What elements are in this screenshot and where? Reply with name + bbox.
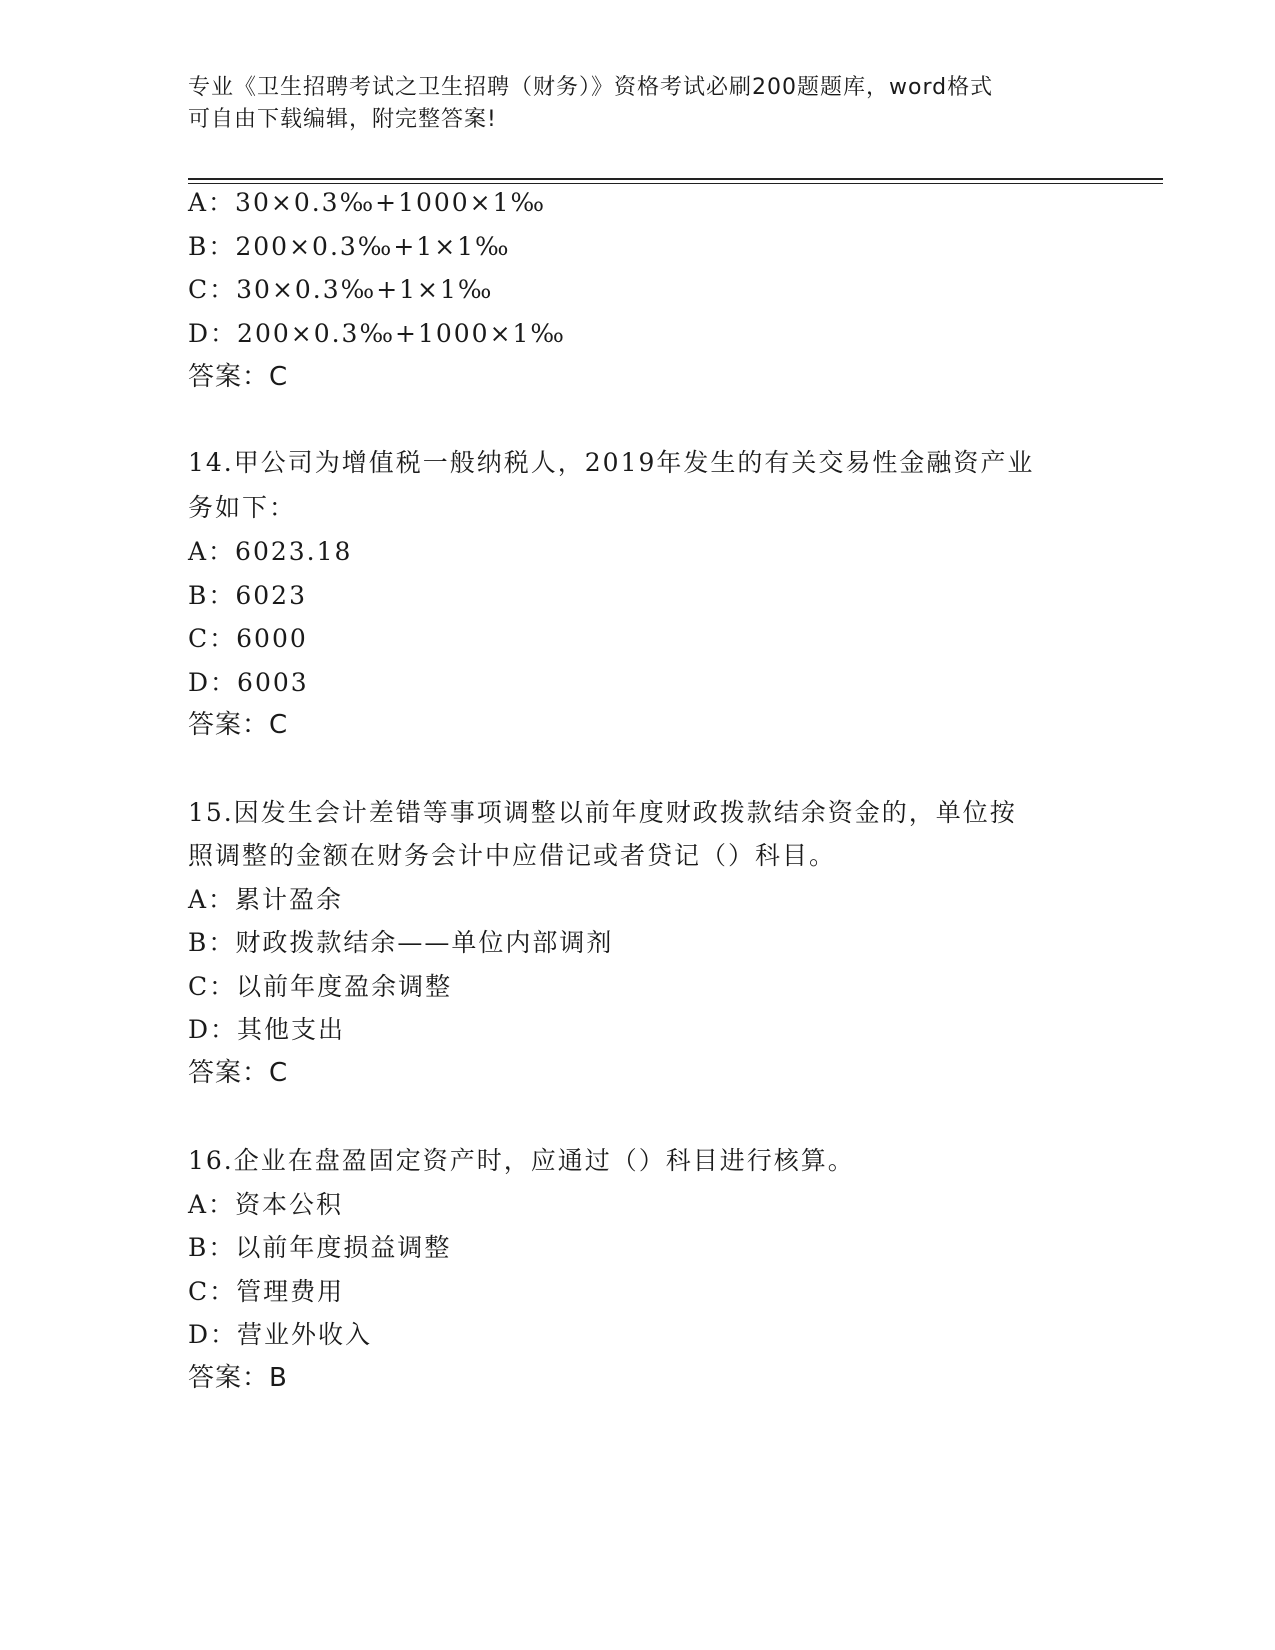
option-b: B：6023 <box>188 581 307 610</box>
answer: 答案：C <box>188 362 289 392</box>
answer: 答案：B <box>188 1363 288 1393</box>
option-a: A：30×0.3‰+1000×1‰ <box>188 188 547 217</box>
answer: 答案：C <box>188 1058 289 1088</box>
option-c: C：以前年度盈余调整 <box>188 972 453 1001</box>
option-d: D：6003 <box>188 668 309 697</box>
question-stem-line-1: 14.甲公司为增值税一般纳税人，2019年发生的有关交易性金融资产业 <box>188 448 1035 477</box>
question-stem-line-2: 务如下： <box>188 493 297 522</box>
option-b: B：200×0.3‰+1×1‰ <box>188 232 511 261</box>
document-header <box>188 72 1078 136</box>
header-line-1: 专业《卫生招聘考试之卫生招聘（财务）》资格考试必刷200题题库，word格式 <box>188 75 994 100</box>
option-c: C：管理费用 <box>188 1277 345 1306</box>
option-c: C：30×0.3‰+1×1‰ <box>188 275 494 304</box>
answer: 答案：C <box>188 710 289 740</box>
header-line-2: 可自由下载编辑，附完整答案! <box>188 107 497 132</box>
question-stem-line-2: 照调整的金额在财务会计中应借记或者贷记（）科目。 <box>188 841 837 870</box>
question-stem-line-1: 15.因发生会计差错等事项调整以前年度财政拨款结余资金的，单位按 <box>188 798 1017 827</box>
question-stem-line-1: 16.企业在盘盈固定资产时，应通过（）科目进行核算。 <box>188 1146 855 1175</box>
option-b: B：以前年度损益调整 <box>188 1233 452 1262</box>
option-b: B：财政拨款结余——单位内部调剂 <box>188 928 614 957</box>
option-a: A：资本公积 <box>188 1190 344 1219</box>
option-d: D：营业外收入 <box>188 1320 373 1349</box>
option-a: A：累计盈余 <box>188 885 344 914</box>
option-d: D：200×0.3‰+1000×1‰ <box>188 319 566 348</box>
option-a: A：6023.18 <box>188 537 353 566</box>
option-d: D：其他支出 <box>188 1015 346 1044</box>
option-c: C：6000 <box>188 624 308 653</box>
